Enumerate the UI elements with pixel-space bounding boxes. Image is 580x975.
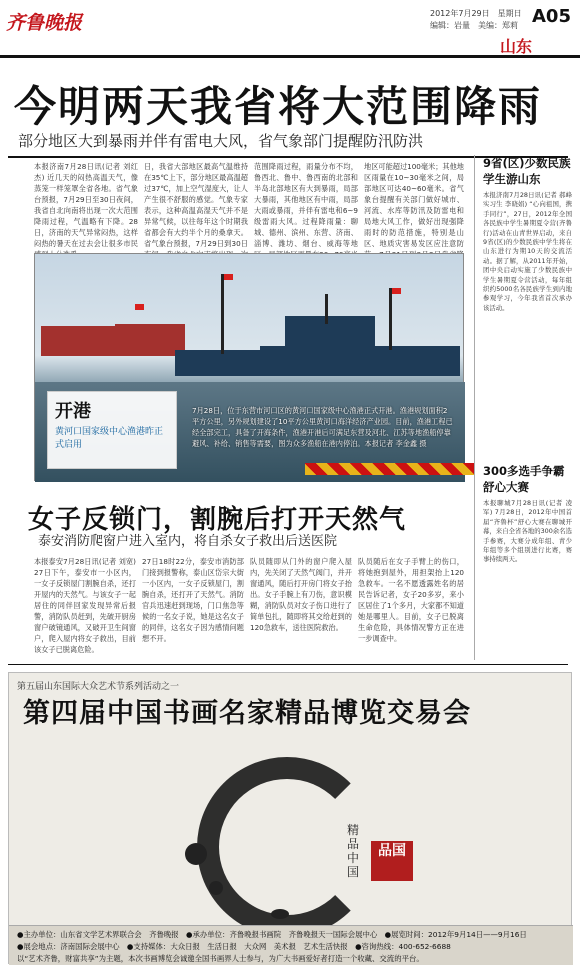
lead-body-col-3: 范围降雨过程，雨量分布不均，鲁西北、鲁中、鲁西南的北部和半岛北部地区有大到暴雨，局部大暴雨，其他地区有中雨，局部大雨或暴雨，并伴有雷电和6~9级雷雨大风。过程降雨量：聊城、德州、滨州、东营、济南、淄博、潍坊、烟台、威海等地 <box>254 162 358 248</box>
photo-badge-subtitle: 黄河口国家级中心渔港昨正式启用 <box>55 427 164 450</box>
ad-vertical-text: 精品中国 <box>347 823 360 879</box>
photo-caption: 7月28日，位于东营市河口区的黄河口国家级中心渔港正式开港。渔港规划面积2平方公里，另外规划建设了10平方公里黄河口海洋经济产业园。目前，渔港工程已经全部完工，具备了开海条件，渔港开港后可满足东营及河北、江苏等地渔船停靠避风、补给、销售等需要，图为众多渔船在港内停泊。本报记者 李金鑫 摄 <box>192 406 453 448</box>
ad-seal: 品国 <box>371 841 413 881</box>
second-headline: 女子反锁门，割腕后打开天然气 <box>28 505 407 535</box>
photo-flag <box>224 274 233 280</box>
lead-body-col-4: 地区可能超过100毫米；其他地区雨量在10~30毫米之间，局部地区可达40~60毫米。省气象台提醒有关部门做好城市、河流、水库等防汛及防雷电和局地大风工作，做好出现强降雨时的防范措施，特别是山区、地质灾害易发区应注意防 <box>364 162 464 248</box>
art-fair-advertisement <box>8 672 572 964</box>
masthead <box>0 0 580 58</box>
ad-title: 第四届中国书画名家精品博览交易会 <box>23 698 471 729</box>
second-body-col-3: 队员随即从门外的窗户爬入屋内，先关闭了天然气阀门，并开窗通风，随后打开房门将女子抬出。女子手腕上有刀伤，意识模糊，消防队员对女子伤口进行了简单包扎，随即将其交给赶到的120急救车，送往医院救治。 <box>250 557 352 632</box>
issue-info <box>430 8 522 32</box>
lead-subhead: 部分地区大到暴雨并伴有雷电大风，省气象部门提醒防汛防洪 <box>18 132 424 150</box>
sidebar-story1-text: 本报济南7月28日讯(记者 郝峰 实习生 李晓娟) “心向祖国，携手同行”，27日，2012年全国各民族中学生暑期夏令营(齐鲁行)活动在山青世界启动，来自9省(区)的少数民族中学生将在山东进行为期10天的交流活动。据了解，从2011年开始，团中央启动实施了少数民族中学生暑期夏令营活动，每年组织约5000名各民族学生到内地参观学习，今年我省首次承办该活动。 <box>483 191 572 312</box>
section-name: 山东 <box>500 37 533 56</box>
second-body-col-2: 27日18时22分，泰安市消防部门接到报警称，泰山区岱宗大街一小区内，一女子反锁屋门，割腕自杀，还打开了天然气。消防官兵迅速赶到现场，门口焦急等候的一名女子说，她是这名女子的同伴，这名女子因为感情问题想不开。 <box>142 557 244 643</box>
photo-flag <box>392 288 401 294</box>
second-subhead: 泰安消防爬窗户进入室内，将自杀女子救出后送医院 <box>38 534 338 549</box>
sidebar-story1-title: 9省(区)少数民族学生游山东 <box>483 156 571 186</box>
ad-top-line: 第五届山东国际大众艺术节系列活动之一 <box>17 682 180 692</box>
photo-boat <box>260 346 460 376</box>
sidebar <box>474 155 572 660</box>
lead-headline: 今明两天我省将大范围降雨 <box>14 82 543 131</box>
ink-blot <box>271 909 289 919</box>
photo-mast <box>221 274 224 354</box>
photo-mast <box>325 294 328 324</box>
harbor-photo <box>34 253 464 481</box>
second-body-col-1: 本报泰安7月28日讯(记者 刘宽) 27日下午，泰安市一小区内，一女子反锁屋门割腕自杀，还打开屋内的天然气。与该女子一起居住的同伴回家发现异常后报警，消防队员赶到，先破开厨房窗户破镜通风，又破开卫生间窗户，爬入屋内将女子救出，目前该女子已脱离危险。 <box>34 557 136 654</box>
lead-body-col-2: 日，我省大部地区最高气温维持在35℃上下，部分地区最高温超过37℃，加上空气湿度大，让人产生很不舒服的感觉。气象专家表示，这种高温高湿天气并不是异常气候，以往每年这个时期我省都会有大约半个月的桑拿天。省气象台预报，7月29日到30日 <box>144 162 248 248</box>
photo-badge-title: 开港 <box>55 401 91 422</box>
photo-mast <box>389 288 392 350</box>
photo-flag <box>135 304 144 310</box>
ink-blot <box>185 843 207 865</box>
photo-badge <box>47 391 177 469</box>
sidebar-story2-text: 本报聊城7月28日讯(记者 凌军) 7月28日，2012年中国首届“齐鲁杯”舒心大赛在聊城开幕，来自全省各地的300余名选手参赛，大赛分成年组、青少年组等多个组别进行比赛，赛事持续两天。 <box>483 499 572 564</box>
sidebar-story2-title: 300多选手争霸舒心大赛 <box>483 464 565 494</box>
second-body-col-4: 队员随后在女子手臂上的伤口，将她抱到屋外，用担架抬上120急救车。一名不愿透露姓名的居民告诉记者，女子20多岁，来小区居住了1个多月，大家都不知道她是哪里人。目前，女子已脱离生命危险，具体情况警方正在进一步调查中。 <box>358 557 464 643</box>
ad-footer-venue: ●展会地点：济南国际会展中心 ●支持媒体：大众日报 生活日报 大众网 美术报 艺术生活快报 ●咨询热线：400-652-6688 <box>17 942 451 951</box>
issue-editors: 编辑：岩量 美编：郑莉 <box>430 21 518 30</box>
ink-blot <box>209 881 223 895</box>
ad-footer <box>9 925 573 965</box>
photo-boat <box>41 326 121 356</box>
divider <box>8 664 568 665</box>
newspaper-logo: 齐鲁晚报 <box>6 12 83 34</box>
lead-body-col-1: 本报济南7月28日讯(记者 刘红杰) 近几天的闷热高温天气，像蒸笼一样笼罩全省各地。省气象台预报，7月29日至30日夜间，我省自北向南将出现一次大范围降雨过程，气温略有下降。28日，济南的天气异常闷热，这样闷热的暑天在过去会让很多市民 <box>34 162 138 248</box>
issue-date: 2012年7月29日 星期日 <box>430 9 522 18</box>
photo-dock-stripe <box>305 463 475 475</box>
ad-footer-note: 以“艺术齐鲁，财富共享”为主题，本次书画博览会诚邀全国书画界人士参与，为广大书画爱好者打造一个收藏、交流的平台。 <box>17 954 424 963</box>
page-number: A05 <box>532 6 571 27</box>
ad-footer-organizers: ●主办单位：山东省文学艺术界联合会 齐鲁晚报 ●承办单位：齐鲁晚报书画院 齐鲁晚报天一国际会展中心 ●展览时间：2012年9月14日——9月16日 <box>17 930 527 939</box>
